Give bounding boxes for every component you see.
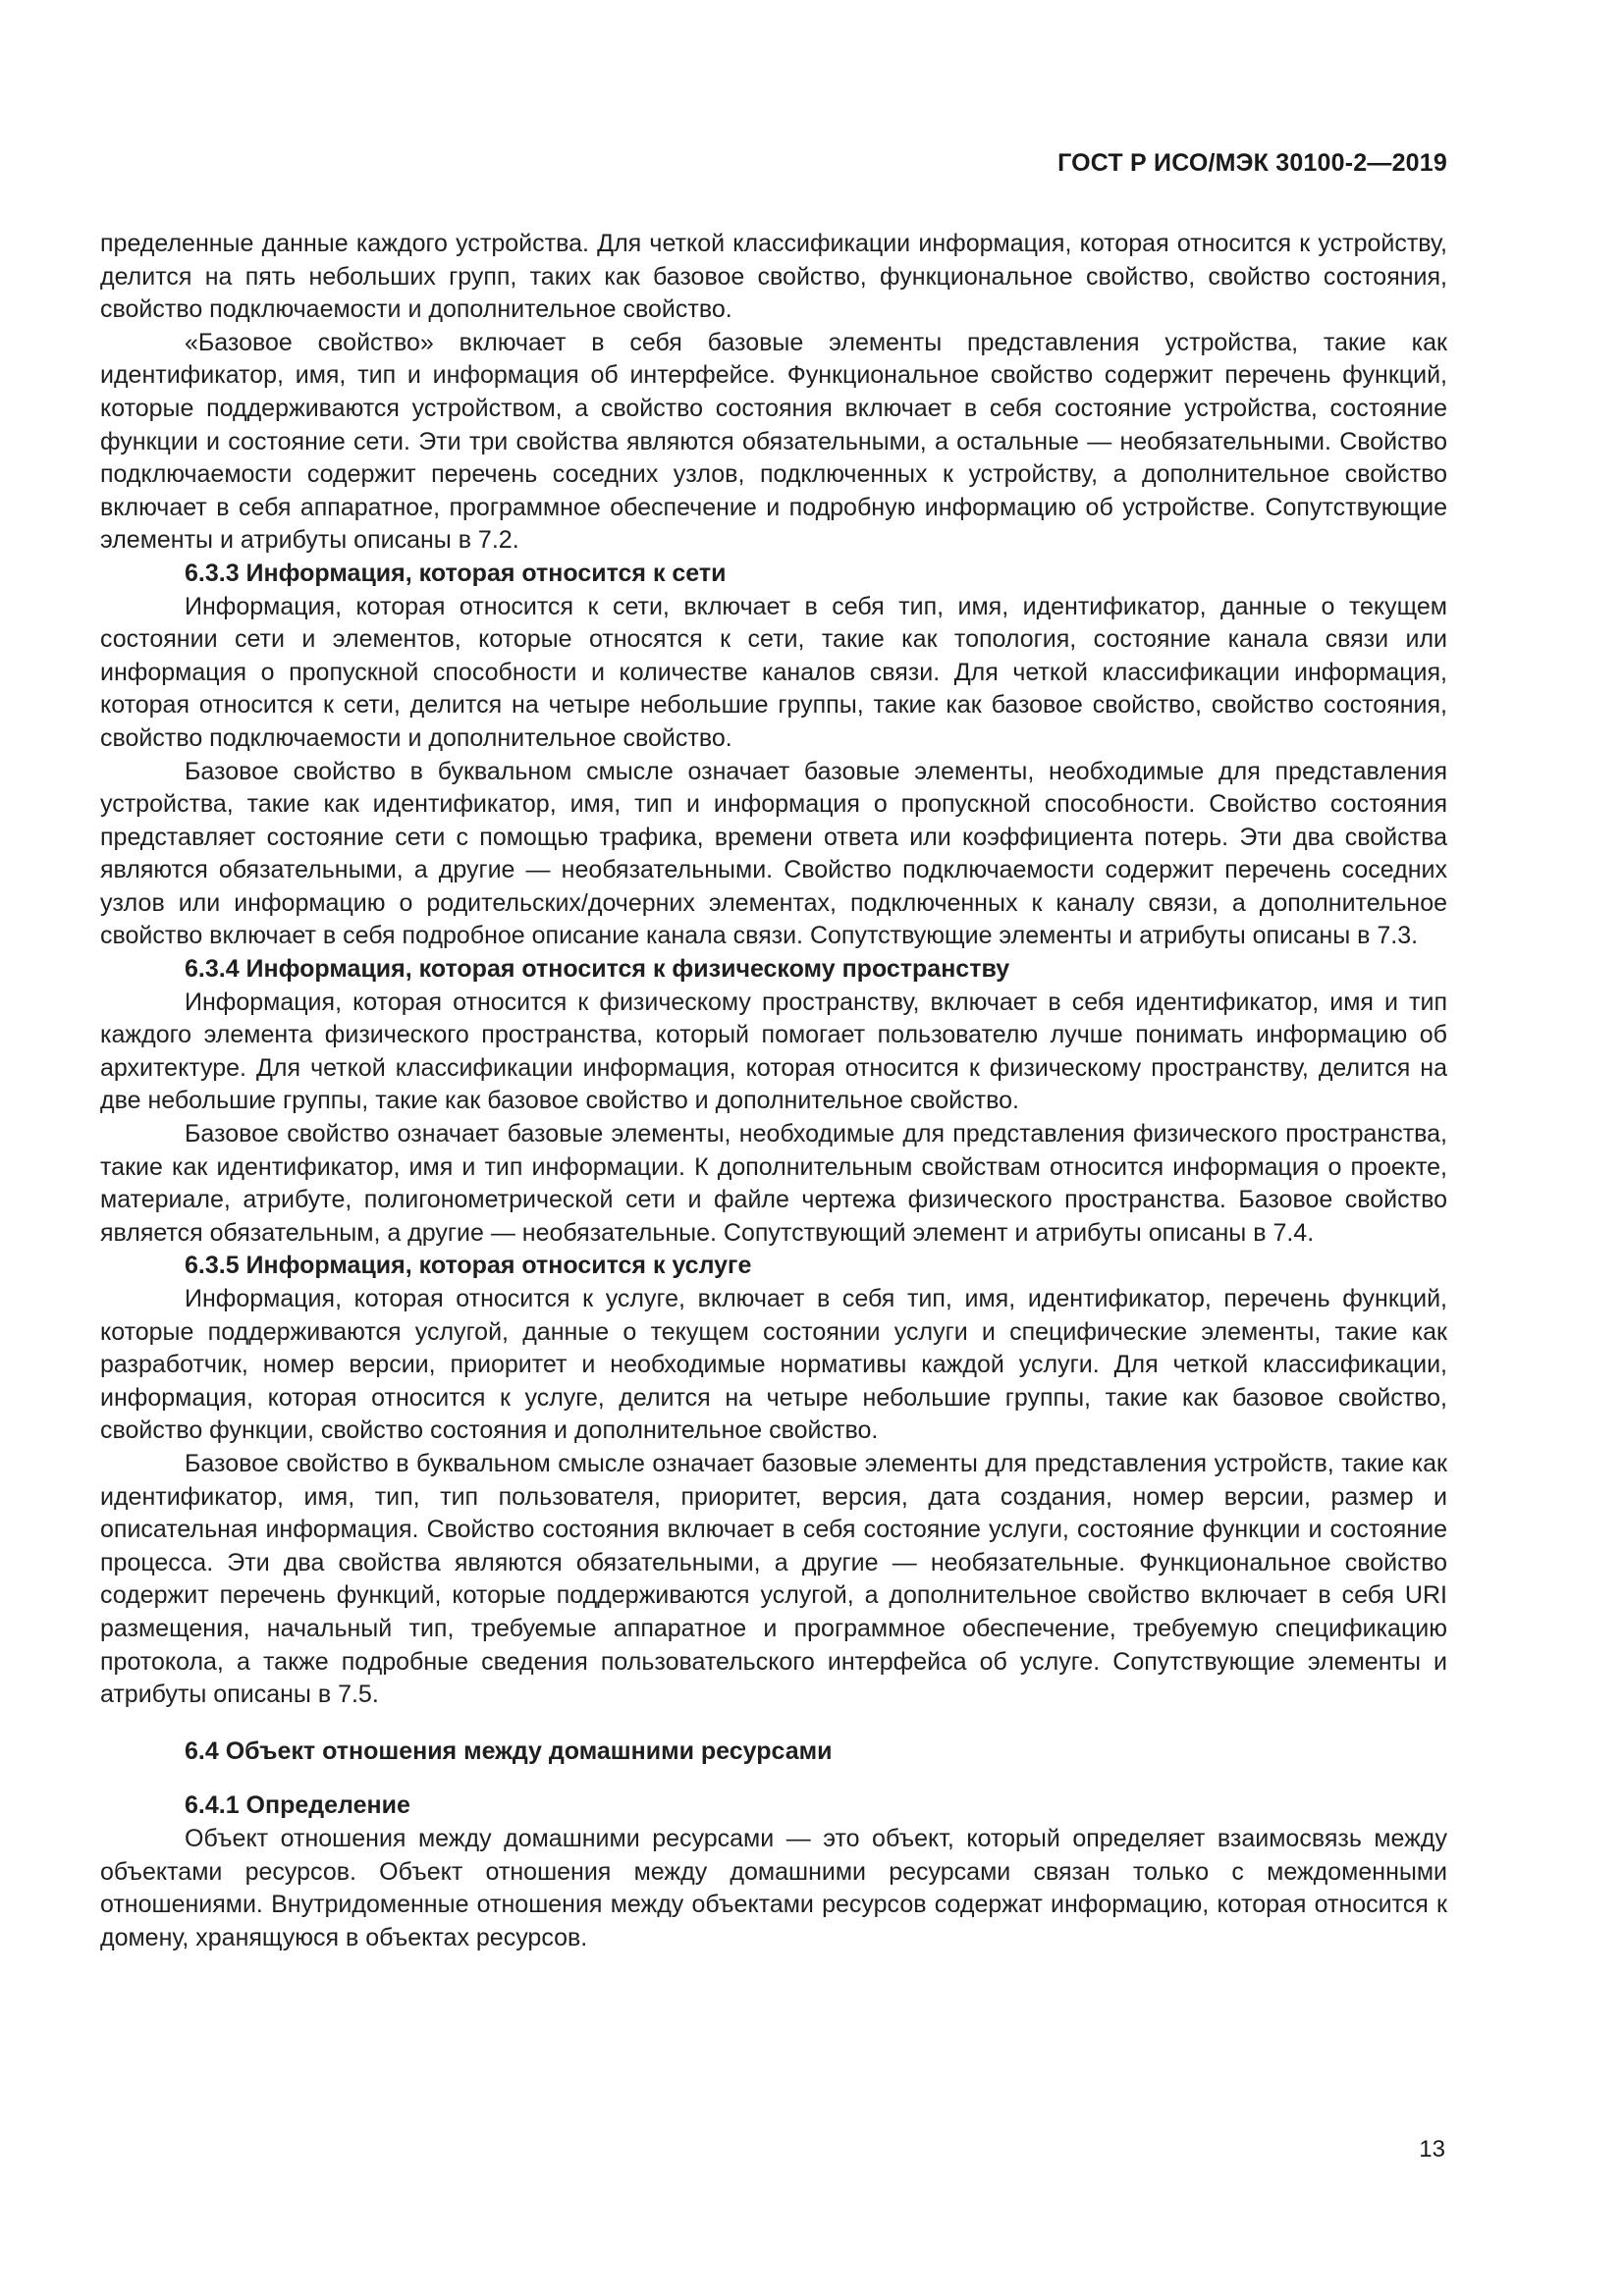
paragraph-service-basic-property: Базовое свойство в буквальном смысле означает базовые элементы для представления устройств, такие как идентификатор, имя, тип, тип пользователя, приоритет, версия, дата создания, номер версии, размер и описательная информация. Свойство состояния включает в себя состояние услуги, состояние функции и состояние процесса. Эти два свойства являются обязательными, а другие — необязательные. Функциональное свойство содержит перечень функций, которые поддерживаются услугой, а дополнительное свойство включает в себя URI размещения, начальный тип, требуемые аппаратное и программное обеспечение, требуемую спецификацию протокола, а также подробные сведения пользовательского интерфейса об услуге. Сопутствующие элементы и атрибуты описаны в 7.5. — [100, 1449, 1447, 1709]
paragraph-device-info-continued: пределенные данные каждого устройства. Для четкой классификации информация, которая относится к устройству, делится на пять небольших групп, таких как базовое свойство, функциональное свойство, свойство состояния, свойство подключаемости и дополнительное свойство. — [100, 230, 1447, 324]
paragraph-basic-property: «Базовое свойство» включает в себя базовые элементы представления устройства, такие как идентификатор, имя, тип и информация об интерфейсе. Функциональное свойство содержит перечень функций, которые поддерживаются устройством, а свойство состояния включает в себя состояние устройства, состояние функции и состояние сети. Эти три свойства являются обязательными, а остальные — необязательными. Свойство подключаемости содержит перечень соседних узлов, подключенных к устройству, а дополнительное свойство включает в себя аппаратное, программное обеспечение и подробную информацию об устройстве. Сопутствующие элементы и атрибуты описаны в 7.2. — [100, 328, 1447, 555]
section-heading-6-3-4: 6.3.4 Информация, которая относится к физическому пространству — [185, 955, 1010, 984]
paragraph-network-basic-property: Базовое свойство в буквальном смысле означает базовые элементы, необходимые для представления устройства, такие как идентификатор, имя, тип и информация о пропускной способности. Свойство состояния представляет состояние сети с помощью трафика, времени ответа или коэффициента потерь. Эти два свойства являются обязательными, а другие — необязательными. Свойство подключаемости содержит перечень соседних узлов или информацию о родительских/дочерних элементах, подключенных к каналу связи, а дополнительное свойство включает в себя подробное описание канала связи. Сопутствующие элементы и атрибуты описаны в 7.3. — [100, 757, 1447, 950]
paragraph-network-info: Информация, которая относится к сети, включает в себя тип, имя, идентификатор, данные о текущем состоянии сети и элементов, которые относятся к сети, такие как топология, состояние канала связи или информация о пропускной способности и количестве каналов связи. Для четкой классификации информация, которая относится к сети, делится на четыре небольшие группы, такие как базовое свойство, свойство состояния, свойство подключаемости и дополнительное свойство. — [100, 592, 1447, 752]
paragraph-service-info: Информация, которая относится к услуге, включает в себя тип, имя, идентификатор, перечень функций, которые поддерживаются услугой, данные о текущем состоянии услуги и специфические элементы, такие как разработчик, номер версии, приоритет и необходимые нормативы каждой услуги. Для четкой классификации, информация, которая относится к услуге, делится на четыре небольшие группы, такие как базовое свойство, свойство функции, свойство состояния и дополнительное свойство. — [100, 1285, 1447, 1445]
paragraph-physical-space-basic-property: Базовое свойство означает базовые элементы, необходимые для представления физического пространства, такие как идентификатор, имя и тип информации. К дополнительным свойствам относится информация о проекте, материале, атрибуте, полигонометрической сети и файле чертежа физического пространства. Базовое свойство является обязательным, а другие — необязательные. Сопутствующий элемент и атрибуты описаны в 7.4. — [100, 1120, 1447, 1247]
paragraph-physical-space-info: Информация, которая относится к физическому пространству, включает в себя идентификатор, имя и тип каждого элемента физического пространства, который помогает пользователю лучше понимать информацию об архитектуре. Для четкой классификации информация, которая относится к физическому пространству, делится на две небольшие группы, такие как базовое свойство и дополнительное свойство. — [100, 988, 1447, 1115]
section-heading-6-3-5: 6.3.5 Информация, которая относится к услуге — [185, 1252, 752, 1280]
section-heading-6-3-3: 6.3.3 Информация, которая относится к сети — [185, 559, 727, 587]
section-heading-6-4-1: 6.4.1 Определение — [185, 1791, 410, 1820]
page-number: 13 — [1419, 2136, 1445, 2163]
document-body — [100, 228, 1447, 1954]
document-header-id: ГОСТ Р ИСО/МЭК 30100-2—2019 — [1057, 149, 1447, 177]
section-heading-6-4: 6.4 Объект отношения между домашними ресурсами — [185, 1736, 833, 1765]
paragraph-relation-object-definition: Объект отношения между домашними ресурсами — это объект, который определяет взаимосвязь между объектами ресурсов. Объект отношения между домашними ресурсами связан только с междоменными отношениями. Внутридоменные отношения между объектами ресурсов содержат информацию, которая относится к домену, хранящуюся в объектах ресурсов. — [100, 1824, 1447, 1951]
